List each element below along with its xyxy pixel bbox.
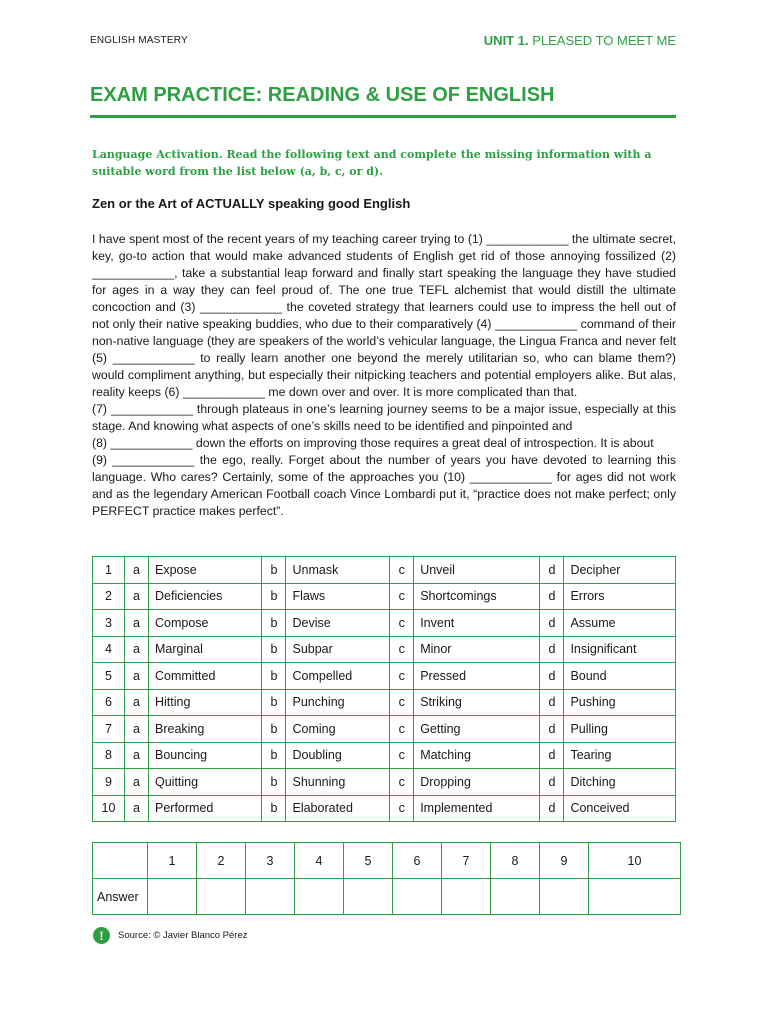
option-letter: b (262, 795, 286, 822)
answer-cell[interactable] (491, 879, 540, 915)
answer-column-number: 8 (491, 843, 540, 879)
option-word: Marginal (149, 636, 262, 663)
source-note (93, 927, 248, 944)
question-number: 2 (93, 583, 125, 610)
unit-heading (484, 33, 676, 48)
option-word: Unmask (286, 557, 390, 584)
option-row (93, 769, 676, 796)
question-number: 1 (93, 557, 125, 584)
option-letter: c (390, 716, 414, 743)
answer-cell[interactable] (393, 879, 442, 915)
question-number: 7 (93, 716, 125, 743)
option-word: Dropping (414, 769, 540, 796)
option-letter: d (540, 636, 564, 663)
option-word: Shunning (286, 769, 390, 796)
option-letter: c (390, 689, 414, 716)
paragraph: (8) ____________ down the efforts on improving those requires a great deal of introspection. It is about (92, 436, 654, 450)
question-number: 9 (93, 769, 125, 796)
option-letter: a (125, 689, 149, 716)
answer-cell[interactable] (589, 879, 681, 915)
option-letter: b (262, 583, 286, 610)
options-table (92, 556, 676, 822)
option-word: Punching (286, 689, 390, 716)
option-letter: d (540, 689, 564, 716)
option-letter: a (125, 795, 149, 822)
question-number: 3 (93, 610, 125, 637)
question-number: 10 (93, 795, 125, 822)
option-letter: d (540, 716, 564, 743)
answer-column-number: 5 (344, 843, 393, 879)
option-word: Committed (149, 663, 262, 690)
option-word: Pushing (564, 689, 676, 716)
option-letter: d (540, 769, 564, 796)
option-word: Bouncing (149, 742, 262, 769)
answer-label: Answer (93, 879, 148, 915)
option-letter: c (390, 742, 414, 769)
option-word: Pressed (414, 663, 540, 690)
unit-title: PLEASED TO MEET ME (532, 33, 676, 48)
unit-label: UNIT 1. (483, 33, 529, 48)
option-letter: c (390, 583, 414, 610)
option-row (93, 716, 676, 743)
text-title: Zen or the Art of ACTUALLY speaking good English (92, 196, 411, 211)
answer-column-number: 9 (540, 843, 589, 879)
option-word: Implemented (414, 795, 540, 822)
option-letter: c (390, 636, 414, 663)
option-letter: d (540, 583, 564, 610)
option-letter: d (540, 742, 564, 769)
answer-cell[interactable] (540, 879, 589, 915)
option-row (93, 557, 676, 584)
answer-corner-cell (93, 843, 148, 879)
option-word: Bound (564, 663, 676, 690)
option-word: Devise (286, 610, 390, 637)
option-word: Compelled (286, 663, 390, 690)
option-letter: d (540, 663, 564, 690)
option-letter: a (125, 742, 149, 769)
option-word: Striking (414, 689, 540, 716)
option-letter: c (390, 557, 414, 584)
option-letter: a (125, 557, 149, 584)
answer-column-number: 7 (442, 843, 491, 879)
option-letter: d (540, 557, 564, 584)
option-word: Getting (414, 716, 540, 743)
answer-row (93, 879, 681, 915)
reading-text (92, 231, 676, 520)
option-letter: a (125, 663, 149, 690)
question-number: 6 (93, 689, 125, 716)
option-word: Matching (414, 742, 540, 769)
paragraph: I have spent most of the recent years of my teaching career trying to (1) ____________ the ultimate secret, key, go-to action that would make advanced students of English get rid of those annoying fossilized (2) ____________, take a substantial leap forward and finally start speaking the language they have studied for ages in a way they can feel proud of. The one true TEFL alchemist that would distill the ultimate concoction and (3) ____________ the coveted strategy that learners could use to impress the hell out of not only their native speaking buddies, who due to their comparatively (4) ____________ command of their non-native language (they are speakers of the world’s vehicular language, the Lingua Franca and never felt (5) ____________ to really learn another one beyond the merely utilitarian so, who can blame them?) would compliment anything, but especially their nitpicking teachers and potential employers alike. But alas, reality keeps (6) ____________ me down over and over. It is more complicated than that. (92, 232, 676, 399)
option-letter: a (125, 716, 149, 743)
option-letter: b (262, 557, 286, 584)
question-number: 5 (93, 663, 125, 690)
option-row (93, 742, 676, 769)
option-letter: d (540, 795, 564, 822)
option-word: Insignificant (564, 636, 676, 663)
option-letter: d (540, 610, 564, 637)
answer-cell[interactable] (295, 879, 344, 915)
option-word: Expose (149, 557, 262, 584)
answer-column-number: 2 (197, 843, 246, 879)
answer-column-number: 3 (246, 843, 295, 879)
brand-name: ENGLISH MASTERY (90, 35, 188, 46)
option-letter: b (262, 610, 286, 637)
option-word: Subpar (286, 636, 390, 663)
answer-cell[interactable] (148, 879, 197, 915)
option-letter: b (262, 636, 286, 663)
option-word: Unveil (414, 557, 540, 584)
option-word: Deficiencies (149, 583, 262, 610)
option-row (93, 689, 676, 716)
question-number: 4 (93, 636, 125, 663)
option-word: Compose (149, 610, 262, 637)
option-word: Quitting (149, 769, 262, 796)
answer-table (92, 842, 681, 915)
answer-cell[interactable] (442, 879, 491, 915)
option-letter: c (390, 663, 414, 690)
option-word: Doubling (286, 742, 390, 769)
answer-column-number: 1 (148, 843, 197, 879)
answer-cell[interactable] (197, 879, 246, 915)
option-letter: b (262, 769, 286, 796)
option-letter: b (262, 663, 286, 690)
answer-column-number: 4 (295, 843, 344, 879)
option-letter: a (125, 610, 149, 637)
option-word: Errors (564, 583, 676, 610)
option-word: Minor (414, 636, 540, 663)
source-text: Source: © Javier Blanco Pérez (118, 930, 248, 941)
option-word: Shortcomings (414, 583, 540, 610)
option-letter: c (390, 610, 414, 637)
option-word: Assume (564, 610, 676, 637)
option-letter: b (262, 716, 286, 743)
option-letter: a (125, 583, 149, 610)
answer-header-row (93, 843, 681, 879)
option-row (93, 610, 676, 637)
answer-cell[interactable] (344, 879, 393, 915)
answer-column-number: 6 (393, 843, 442, 879)
option-word: Breaking (149, 716, 262, 743)
paragraph: (7) ____________ through plateaus in one’s learning journey seems to be a major issue, especially at this stage. And knowing what aspects of one’s skills need to be identified and pinpointed and (92, 402, 676, 433)
option-row (93, 795, 676, 822)
option-word: Invent (414, 610, 540, 637)
option-letter: c (390, 769, 414, 796)
option-letter: c (390, 795, 414, 822)
option-row (93, 636, 676, 663)
answer-column-number: 10 (589, 843, 681, 879)
option-row (93, 663, 676, 690)
paragraph: (9) ____________ the ego, really. Forget about the number of years you have devoted to learning this language. Who cares? Certainly, some of the approaches you (10) ____________ for ages did not work and as the legendary American Football coach Vince Lombardi put it, “practice does not make perfect; only PERFECT practice makes perfect”. (92, 453, 676, 518)
page-title: EXAM PRACTICE: READING & USE OF ENGLISH (90, 84, 676, 118)
option-word: Coming (286, 716, 390, 743)
option-word: Decipher (564, 557, 676, 584)
option-word: Elaborated (286, 795, 390, 822)
option-word: Tearing (564, 742, 676, 769)
option-letter: b (262, 689, 286, 716)
option-row (93, 583, 676, 610)
option-letter: a (125, 636, 149, 663)
option-word: Flaws (286, 583, 390, 610)
question-number: 8 (93, 742, 125, 769)
option-word: Conceived (564, 795, 676, 822)
option-letter: b (262, 742, 286, 769)
option-letter: a (125, 769, 149, 796)
instructions: Language Activation. Read the following text and complete the missing information with a suitable word from the list below (a, b, c, or d). (92, 148, 652, 178)
option-word: Pulling (564, 716, 676, 743)
exclamation-icon: ! (93, 927, 110, 944)
option-word: Performed (149, 795, 262, 822)
option-word: Hitting (149, 689, 262, 716)
option-word: Ditching (564, 769, 676, 796)
answer-cell[interactable] (246, 879, 295, 915)
